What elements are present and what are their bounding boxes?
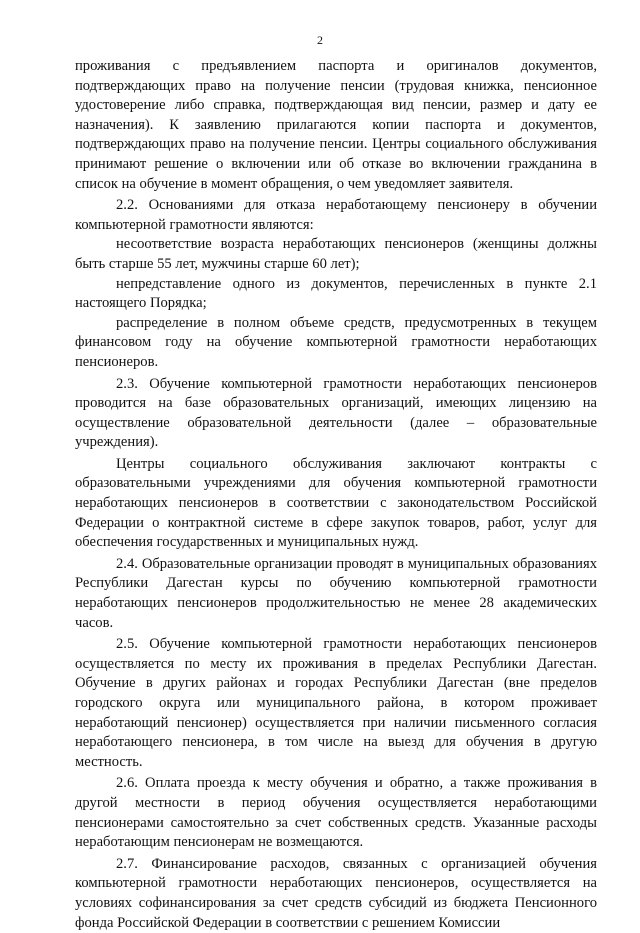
paragraph-2-2-age: несоответствие возраста неработающих пенсионеров (женщины должны быть старше 55 лет, мужчины старше 60 лет); (75, 236, 597, 272)
document-body (75, 57, 597, 933)
paragraph-2-5: 2.5. Обучение компьютерной грамотности неработающих пенсионеров осуществляется по месту их проживания в пределах Республики Дагестан. Обучение в других районах и городах Республики Дагестан (вне пределов городского округа или муниципального района, в котором проживает неработающий пенсионер) осуществляется при наличии письменного согласия неработающего пенсионера, в том числе на выезд для обучения в другую местность. (75, 636, 597, 770)
paragraph-2-7: 2.7. Финансирование расходов, связанных с организацией обучения компьютерной грамотности неработающих пенсионеров, осуществляется на условиях софинансирования за счет средств субсидий из бюджета Пенсионного фонда Российской Федерации в соответствии с решением Комиссии (75, 855, 597, 931)
paragraph-2-3: 2.3. Обучение компьютерной грамотности неработающих пенсионеров проводится на базе образовательных организаций, имеющих лицензию на осуществление образовательной деятельности (далее – образовательные учреждения). (75, 375, 597, 451)
paragraph-2-2-documents: непредставление одного из документов, перечисленных в пункте 2.1 настоящего Порядка; (75, 275, 597, 312)
paragraph-continuation: проживания с предъявлением паспорта и оригиналов документов, подтверждающих право на получение пенсии (трудовая книжка, пенсионное удостоверение либо справка, подтверждающая вид пенсии, размер и дату ее назначения). К заявлению прилагаются копии паспорта и документов, подтверждающих право на получение пенсии. Центры социального обслуживания принимают решение о включении или об отказе во включении гражданина в список на обучение в момент обращения, о чем уведомляет заявителя. (75, 58, 597, 192)
paragraph-2-3-contracts: Центры социального обслуживания заключают контракты с образовательными учреждениями для обучения компьютерной грамотности неработающих пенсионеров в соответствии с законодательством Российской Федерации о контрактной системе в сфере закупок товаров, работ, услуг для обеспечения государственных и муниципальных нужд. (75, 455, 597, 551)
paragraph-2-2-funds: распределение в полном объеме средств, предусмотренных в текущем финансовом году на обучение компьютерной грамотности неработающих пенсионеров. (75, 314, 597, 370)
paragraph-2-2: 2.2. Основаниями для отказа неработающему пенсионеру в обучении компьютерной грамотности являются: (75, 197, 597, 233)
paragraph-2-6: 2.6. Оплата проезда к месту обучения и обратно, а также проживания в другой местности в период обучения осуществляется неработающими пенсионерами самостоятельно за счет собственных средств. Указанные расходы неработающим пенсионерам не возмещаются. (75, 775, 597, 851)
page-number: 2 (317, 33, 323, 47)
paragraph-2-4: 2.4. Образовательные организации проводят в муниципальных образованиях Республики Дагестан курсы по обучению компьютерной грамотности неработающих пенсионеров продолжительностью не менее 28 академических часов. (75, 555, 597, 631)
